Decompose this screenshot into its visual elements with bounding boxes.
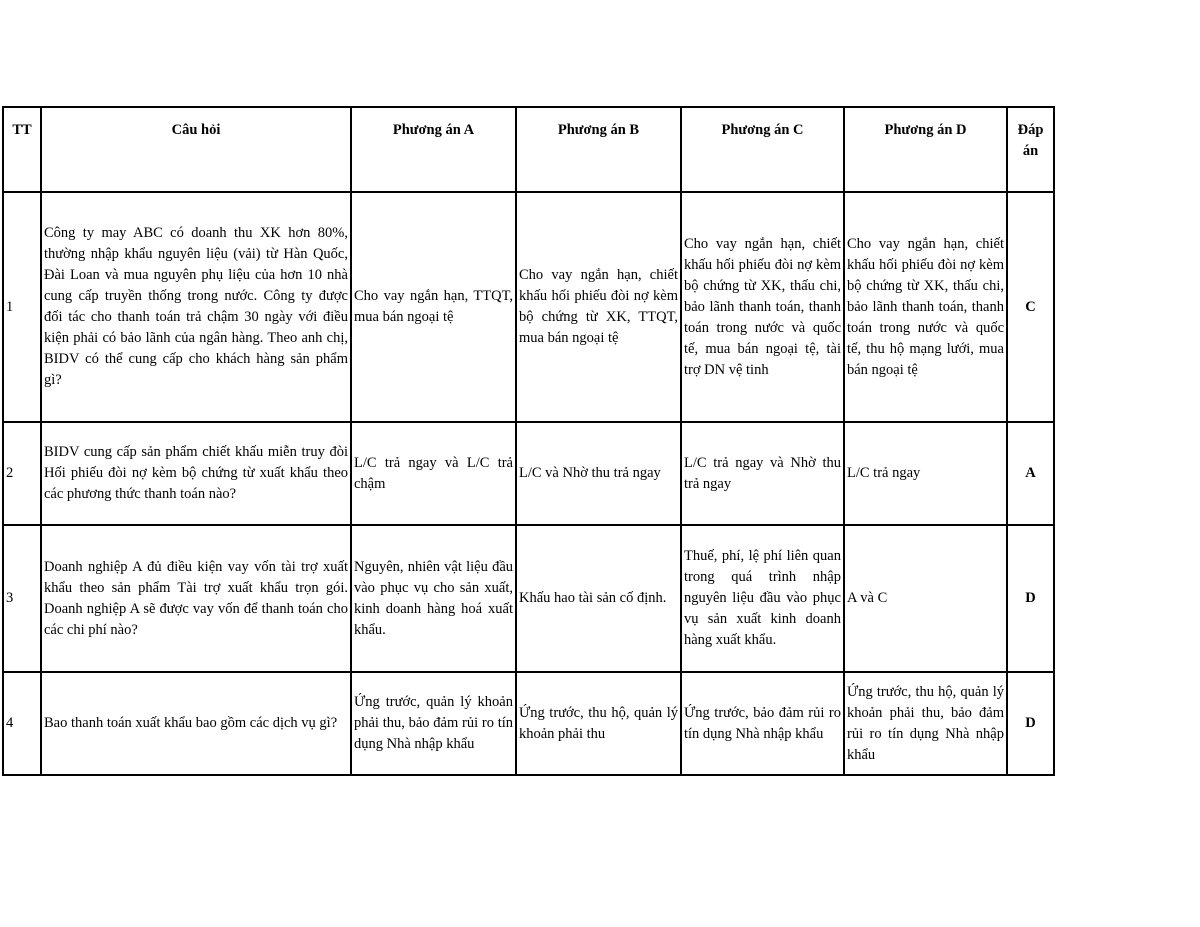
option-b-cell: Cho vay ngắn hạn, chiết khấu hối phiếu đòi nợ kèm bộ chứng từ XK, TTQT, mua bán ngoại tệ [516, 192, 681, 422]
option-d-cell: Cho vay ngắn hạn, chiết khấu hối phiếu đòi nợ kèm bộ chứng từ XK, thấu chi, bảo lãnh thanh toán, thanh toán trong nước và quốc tế, thu hộ mạng lưới, mua bán ngoại tệ [844, 192, 1007, 422]
table-row [3, 672, 1054, 775]
table-row [3, 192, 1054, 422]
option-d-cell: A và C [844, 525, 1007, 672]
row-number: 2 [3, 422, 41, 525]
answer-cell: D [1007, 672, 1054, 775]
option-c-cell: Thuế, phí, lệ phí liên quan trong quá trình nhập nguyên liệu đầu vào phục vụ sản xuất kinh doanh hàng xuất khẩu. [681, 525, 844, 672]
option-a-cell: Ứng trước, quản lý khoản phải thu, bảo đảm rủi ro tín dụng Nhà nhập khẩu [351, 672, 516, 775]
answer-cell: C [1007, 192, 1054, 422]
question-cell: Công ty may ABC có doanh thu XK hơn 80%, thường nhập khẩu nguyên liệu (vải) từ Hàn Quốc, Đài Loan và mua nguyên phụ liệu của hơn 10 nhà cung cấp truyền thống trong nước. Công ty được đối tác cho thanh toán trả chậm 30 ngày với điều kiện phải có bảo lãnh của ngân hàng. Theo anh chị, BIDV có thể cung cấp cho khách hàng sản phẩm gì? [41, 192, 351, 422]
table-row [3, 525, 1054, 672]
header-option-b: Phương án B [516, 107, 681, 192]
option-c-cell: L/C trả ngay và Nhờ thu trả ngay [681, 422, 844, 525]
row-number: 4 [3, 672, 41, 775]
option-b-cell: Ứng trước, thu hộ, quản lý khoản phải thu [516, 672, 681, 775]
header-option-d: Phương án D [844, 107, 1007, 192]
option-a-cell: Cho vay ngắn hạn, TTQT, mua bán ngoại tệ [351, 192, 516, 422]
question-cell: Bao thanh toán xuất khẩu bao gồm các dịch vụ gì? [41, 672, 351, 775]
option-b-cell: L/C và Nhờ thu trả ngay [516, 422, 681, 525]
header-tt: TT [3, 107, 41, 192]
option-c-cell: Cho vay ngắn hạn, chiết khấu hối phiếu đòi nợ kèm bộ chứng từ XK, thấu chi, bảo lãnh thanh toán, thanh toán trong nước và quốc tế, mua bán ngoại tệ, tài trợ DN vệ tinh [681, 192, 844, 422]
option-d-cell: Ứng trước, thu hộ, quản lý khoản phải thu, bảo đảm rủi ro tín dụng Nhà nhập khẩu [844, 672, 1007, 775]
option-b-cell: Khấu hao tài sản cố định. [516, 525, 681, 672]
question-cell: BIDV cung cấp sản phẩm chiết khấu miễn truy đòi Hối phiếu đòi nợ kèm bộ chứng từ xuất khẩu theo các phương thức thanh toán nào? [41, 422, 351, 525]
row-number: 1 [3, 192, 41, 422]
header-option-c: Phương án C [681, 107, 844, 192]
header-question: Câu hỏi [41, 107, 351, 192]
option-a-cell: L/C trả ngay và L/C trả chậm [351, 422, 516, 525]
answer-cell: A [1007, 422, 1054, 525]
quiz-table [2, 106, 1055, 776]
question-cell: Doanh nghiệp A đủ điều kiện vay vốn tài trợ xuất khẩu theo sản phẩm Tài trợ xuất khẩu trọn gói. Doanh nghiệp A sẽ được vay vốn để thanh toán cho các chi phí nào? [41, 525, 351, 672]
header-answer: Đáp án [1007, 107, 1054, 192]
header-row [3, 107, 1054, 192]
option-a-cell: Nguyên, nhiên vật liệu đầu vào phục vụ cho sản xuất, kinh doanh hàng hoá xuất khẩu. [351, 525, 516, 672]
table-row [3, 422, 1054, 525]
row-number: 3 [3, 525, 41, 672]
option-c-cell: Ứng trước, bảo đảm rủi ro tín dụng Nhà nhập khẩu [681, 672, 844, 775]
answer-cell: D [1007, 525, 1054, 672]
option-d-cell: L/C trả ngay [844, 422, 1007, 525]
header-option-a: Phương án A [351, 107, 516, 192]
